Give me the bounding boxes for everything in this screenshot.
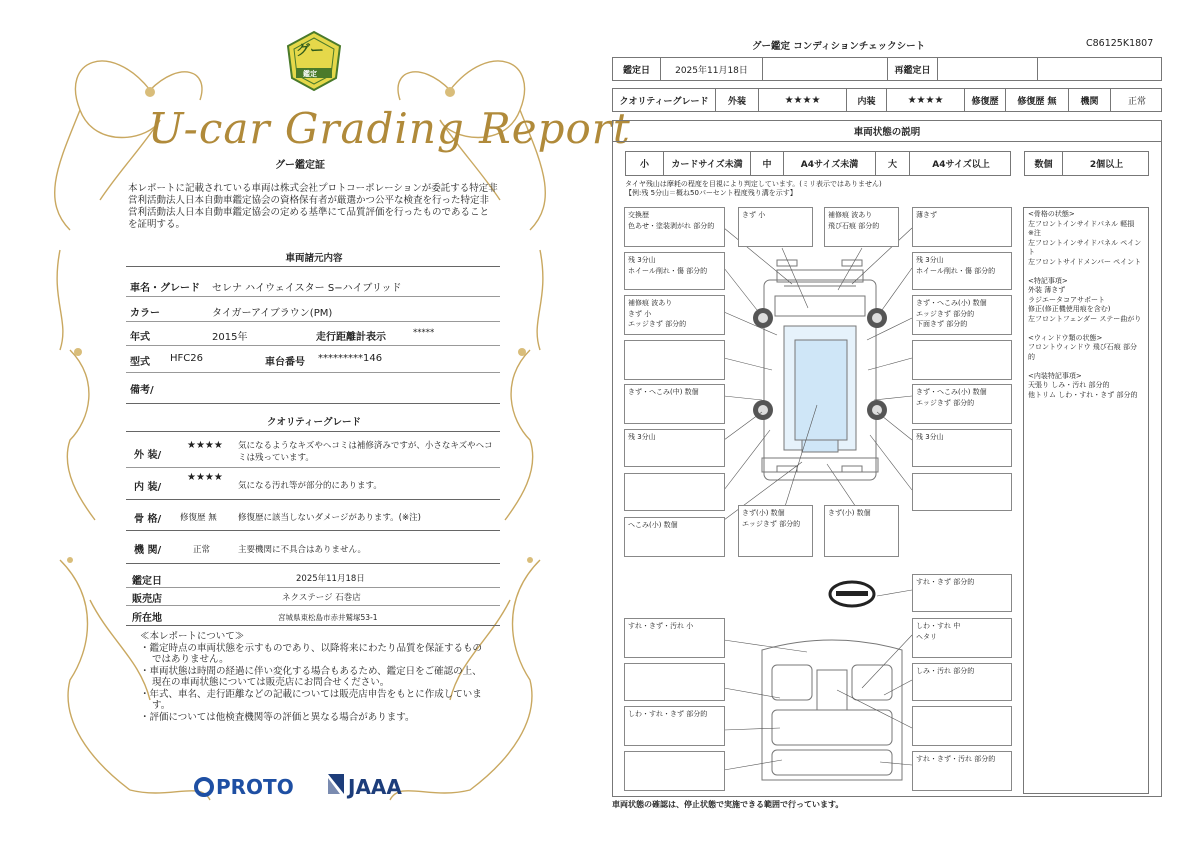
odometer-value: *****: [413, 328, 435, 338]
quality-section-title: クオリティーグレード: [266, 417, 362, 428]
tire-note-front-left: 残 3分山 ホイール削れ・傷 部分的: [624, 252, 725, 290]
badge-text: グー: [296, 43, 324, 59]
interior-note-steering: すれ・きず 部分的: [912, 574, 1012, 612]
interior-note-dashboard: すれ・きず・汚れ 小: [624, 618, 725, 658]
side-note-line: [1028, 362, 1144, 372]
side-note-line: フロントウィンドウ 飛び石痕 部分的: [1028, 343, 1138, 361]
side-notes-box: [1023, 207, 1149, 794]
tire-note-rear-right: 残 3分山: [912, 429, 1012, 467]
damage-note-left-front-door: 補修痕 波あり きず 小 エッジきず 部分的: [624, 295, 725, 335]
damage-note-left-rear-door: きず・へこみ(中) 数個: [624, 384, 725, 424]
condition-section-title: 車両状態の説明: [612, 120, 1162, 142]
tire-note-1: タイヤ残山は摩耗の程度を目視により判定しています。(ミリ表示ではありません): [625, 180, 882, 188]
side-note-line: <特記事項>: [1028, 276, 1068, 285]
interior-label: 内 装/: [134, 482, 162, 493]
interior-note-driver-seat: しわ・すれ 中 ヘタリ: [912, 618, 1012, 658]
damage-note-rear-left: [624, 473, 725, 511]
model-value: HFC26: [170, 353, 203, 364]
remarks-label: 備考/: [130, 385, 154, 396]
engine-text: 主要機関に不具合はありません。: [238, 545, 367, 555]
note-item: ・鑑定時点の車両状態を示すものであり、以降将来にわたり品質を保証するものではありません。: [140, 642, 483, 665]
side-note-line: 他トリム しわ・すれ・きず 部分的: [1028, 390, 1138, 399]
side-note-line: 左フロントインサイドパネル ペイント: [1028, 238, 1142, 256]
engine-value: 正常: [1127, 96, 1146, 107]
side-note-line: 左フロントフェンダー ステー曲がり: [1028, 314, 1142, 323]
dealer-label: 販売店: [132, 594, 162, 605]
ext-stars: ★★★★: [759, 89, 847, 111]
tire-note-front-right: 残 3分山 ホイール削れ・傷 部分的: [912, 252, 1012, 290]
date-value: 2025年11月18日: [661, 58, 763, 80]
tire-note-rear-left: 残 3分山: [624, 429, 725, 467]
side-note-line: ※注: [1028, 229, 1041, 237]
badge-sub: 鑑定: [303, 70, 317, 78]
report-notes: [140, 631, 490, 723]
date-row: [612, 57, 1162, 81]
grade-label: クオリティーグレード: [613, 89, 716, 111]
ext-label: 外装: [716, 89, 759, 111]
appraisal-date-label: 鑑定日: [132, 576, 162, 587]
exterior-text: 気になるようなキズやヘコミは補修済みですが、小さなキズやヘコミは残っています。: [238, 441, 493, 463]
damage-note-rear-bumper-left: へこみ(小) 数個: [624, 517, 725, 557]
interior-note-rear-left: しわ・すれ・きず 部分的: [624, 706, 725, 746]
sheet-footer: 車両状態の確認は、停止状態で実施できる範囲で行っています。: [612, 800, 844, 809]
date-label: 鑑定日: [613, 58, 661, 80]
redate-value: [938, 58, 1038, 80]
jaaa-logo-icon: [326, 772, 346, 796]
repair-label: 修復歴: [965, 89, 1006, 111]
frame-value: 修復歴 無: [180, 513, 217, 523]
note-item: ・年式、車名、走行距離などの記載については販売店申告をもとに作成しています。: [140, 688, 482, 711]
chassis-label: 車台番号: [265, 357, 305, 368]
notes-title: ≪本レポートについて≫: [140, 631, 245, 642]
interior-note-right-door: しみ・汚れ 部分的: [912, 663, 1012, 701]
year-value: 2015年: [212, 332, 248, 343]
exterior-label: 外 装/: [134, 450, 162, 461]
interior-note-cargo-right: すれ・きず・汚れ 部分的: [912, 751, 1012, 791]
damage-note-left-mid: [624, 340, 725, 380]
engine-label: 機関: [1069, 89, 1111, 111]
year-label: 年式: [130, 332, 150, 343]
sheet-title: グー鑑定 コンディションチェックシート: [752, 41, 926, 52]
interior-note-cargo-left: [624, 751, 725, 791]
engine-value: 正常: [193, 545, 211, 555]
note-item: ・車両状態は時間の経過に伴い変化する場合もあるため、鑑定日をご確認の上、現在の車両状態については販売店にお問合せください。: [140, 665, 482, 688]
side-note-line: [1028, 267, 1144, 277]
certificate-intro: 本レポートに記載されている車両は株式会社プロトコーポレーションが委託する特定非営利活動法人日本自動車鑑定協会の資格保有者が厳選かつ公平な検査を行った特定非営利活動法人日本自動車鑑定協会の定める基準にて品質評価を行ったものであることを証明する。: [128, 183, 498, 230]
address-value: 宮城県東松島市赤井鷲塚53-1: [278, 613, 378, 622]
dealer-value: ネクステージ 石巻店: [282, 593, 361, 603]
side-note-line: ラジエータコアサポート: [1028, 295, 1105, 304]
frame-text: 修復歴に該当しないダメージがあります。(※注): [238, 513, 421, 523]
count-legend: 数個 2個以上: [1024, 151, 1149, 176]
color-label: カラー: [130, 308, 160, 319]
damage-note-front-top: きず 小: [738, 207, 813, 247]
note-item: ・評価については他検査機関等の評価と異なる場合があります。: [140, 711, 415, 723]
car-name-value: セレナ ハイウェイスター S−ハイブリッド: [212, 283, 402, 294]
repair-value: 修復歴 無: [1006, 89, 1069, 111]
appraisal-date-value: 2025年11月18日: [296, 574, 365, 584]
engine-label: 機 関/: [134, 545, 162, 556]
damage-note-right-rear-door: きず・へこみ(小) 数個 エッジきず 部分的: [912, 384, 1012, 424]
tire-note-2: 【例:残 5分山＝概ね50パーセント程度残り溝を示す】: [625, 189, 797, 197]
damage-note-back-door: きず(小) 数個: [824, 505, 899, 557]
side-notes: [1028, 210, 1144, 400]
model-label: 型式: [130, 357, 150, 368]
document-id: C86125K1807: [1086, 38, 1154, 49]
side-note-line: <内装特記事項>: [1028, 371, 1082, 380]
damage-note-right-mid: [912, 340, 1012, 380]
int-label: 内装: [847, 89, 887, 111]
damage-note-front-right: 薄きず: [912, 207, 1012, 247]
size-legend: 小 カードサイズ未満 中 A4サイズ未満 大 A4サイズ以上: [625, 151, 1011, 176]
certificate-subtitle: グー鑑定証: [275, 160, 325, 171]
grade-row: [612, 88, 1162, 112]
side-note-line: 左フロントインサイドパネル 軽損: [1028, 219, 1135, 228]
side-note-line: 天張り しみ・汚れ 部分的: [1028, 381, 1110, 389]
side-note-line: <骨格の状態>: [1028, 210, 1075, 218]
interior-note-left-door: [624, 663, 725, 701]
proto-logo: PROTO: [216, 775, 294, 799]
exterior-stars: ★★★★: [187, 440, 223, 451]
proto-logo-icon: [193, 776, 215, 798]
damage-note-windshield: 補修痕 波あり 飛び石痕 部分的: [824, 207, 899, 247]
interior-stars: ★★★★: [187, 472, 223, 483]
car-name-label: 車名・グレード: [130, 283, 200, 294]
chassis-value: *********146: [318, 353, 383, 364]
int-stars: ★★★★: [887, 89, 965, 111]
damage-note-rear-right: [912, 473, 1012, 511]
spec-section-title: 車両諸元内容: [285, 253, 343, 264]
condition-check-sheet: [600, 0, 1200, 848]
side-note-line: <ウィンドウ類の状態>: [1028, 333, 1103, 342]
side-note-line: 外装 薄きず: [1028, 286, 1066, 294]
redate-label: 再鑑定日: [888, 58, 938, 80]
interior-text: 気になる汚れ等が部分的にあります。: [238, 481, 382, 491]
side-note-line: 修正(修正機使用痕を含む): [1028, 305, 1111, 313]
damage-note-rear-bottom: きず(小) 数個 エッジきず 部分的: [738, 505, 813, 557]
color-value: タイガーアイブラウン(PM): [212, 308, 333, 319]
jaaa-logo: JAAA: [348, 775, 402, 799]
damage-note-right-front-door: きず・へこみ(小) 数個 エッジきず 部分的 下面きず 部分的: [912, 295, 1012, 335]
report-script-title: U-car Grading Report: [148, 104, 631, 153]
interior-note-rear-right: [912, 706, 1012, 746]
side-note-line: [1028, 324, 1144, 334]
odometer-label: 走行距離計表示: [316, 332, 386, 343]
frame-label: 骨 格/: [134, 514, 162, 525]
side-note-line: 左フロントサイドメンバー ペイント: [1028, 257, 1142, 266]
address-label: 所在地: [132, 613, 162, 624]
damage-note-front-left: 交換歴 色あせ・塗装剥がれ 部分的: [624, 207, 725, 247]
